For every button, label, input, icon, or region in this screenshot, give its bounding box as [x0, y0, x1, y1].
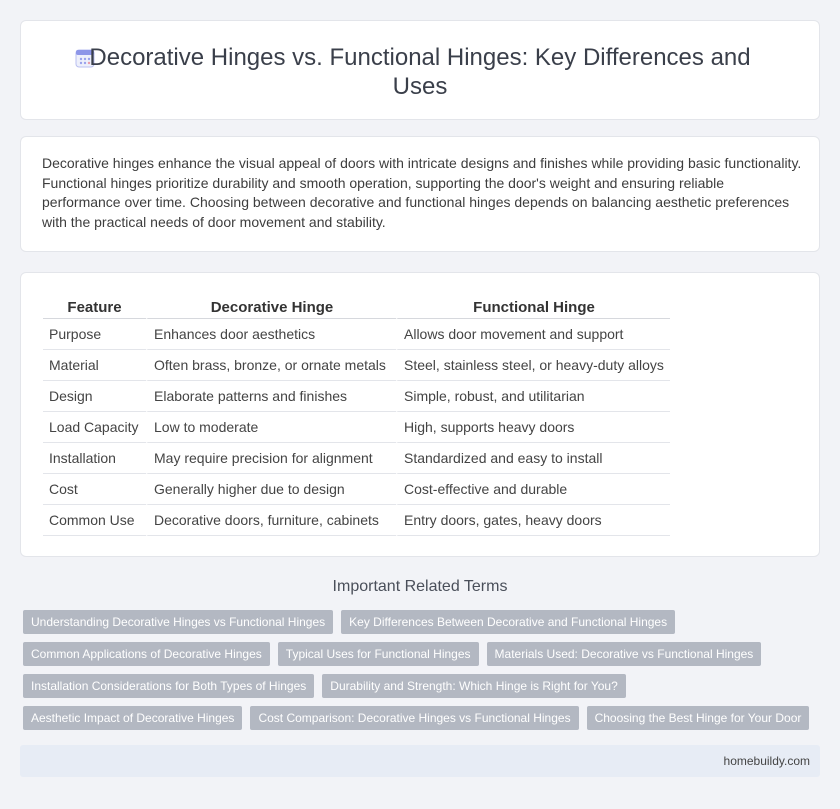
- table-row: [43, 412, 670, 443]
- cell-functional: Allows door movement and support: [396, 319, 670, 350]
- footer: [20, 745, 820, 777]
- comparison-card: [20, 272, 820, 557]
- related-term-tag[interactable]: Choosing the Best Hinge for Your Door: [587, 706, 810, 730]
- table-header-row: [43, 295, 670, 319]
- cell-functional: Steel, stainless steel, or heavy-duty alloys: [396, 350, 670, 381]
- related-term-tag[interactable]: Installation Considerations for Both Types of Hinges: [23, 674, 314, 698]
- header-feature: Feature: [43, 295, 146, 319]
- header-card: [20, 20, 820, 120]
- cell-feature: Installation: [43, 443, 146, 474]
- table-row: [43, 350, 670, 381]
- cell-feature: Load Capacity: [43, 412, 146, 443]
- related-term-tag[interactable]: Cost Comparison: Decorative Hinges vs Functional Hinges: [250, 706, 578, 730]
- cell-functional: High, supports heavy doors: [396, 412, 670, 443]
- cell-feature: Material: [43, 350, 146, 381]
- comparison-table: [43, 295, 670, 536]
- related-term-tag[interactable]: Aesthetic Impact of Decorative Hinges: [23, 706, 242, 730]
- cell-functional: Standardized and easy to install: [396, 443, 670, 474]
- cell-feature: Purpose: [43, 319, 146, 350]
- related-term-tag[interactable]: Typical Uses for Functional Hinges: [278, 642, 479, 666]
- cell-decorative: Low to moderate: [146, 412, 396, 443]
- related-term-tag[interactable]: Materials Used: Decorative vs Functional Hinges: [487, 642, 762, 666]
- intro-card: [20, 136, 820, 252]
- table-row: [43, 443, 670, 474]
- cell-decorative: Generally higher due to design: [146, 474, 396, 505]
- related-term-tag[interactable]: Durability and Strength: Which Hinge is Right for You?: [322, 674, 626, 698]
- cell-feature: Cost: [43, 474, 146, 505]
- footer-site-link[interactable]: homebuildy.com: [723, 754, 810, 768]
- cell-functional: Simple, robust, and utilitarian: [396, 381, 670, 412]
- table-row: [43, 319, 670, 350]
- related-term-tag[interactable]: Common Applications of Decorative Hinges: [23, 642, 270, 666]
- related-term-tag[interactable]: Understanding Decorative Hinges vs Functional Hinges: [23, 610, 333, 634]
- cell-functional: Cost-effective and durable: [396, 474, 670, 505]
- cell-decorative: May require precision for alignment: [146, 443, 396, 474]
- table-row: [43, 381, 670, 412]
- related-terms-list: [23, 610, 823, 738]
- cell-decorative: Often brass, bronze, or ornate metals: [146, 350, 396, 381]
- related-terms-heading: Important Related Terms: [332, 578, 508, 595]
- cell-decorative: Enhances door aesthetics: [146, 319, 396, 350]
- cell-functional: Entry doors, gates, heavy doors: [396, 505, 670, 536]
- header-decorative: Decorative Hinge: [146, 295, 396, 319]
- cell-feature: Design: [43, 381, 146, 412]
- table-row: [43, 474, 670, 505]
- cell-decorative: Elaborate patterns and finishes: [146, 381, 396, 412]
- related-term-tag[interactable]: Key Differences Between Decorative and Functional Hinges: [341, 610, 675, 634]
- page-title: Decorative Hinges vs. Functional Hinges: Key Differences and Uses: [89, 44, 751, 100]
- intro-text: Decorative hinges enhance the visual appeal of doors with intricate designs and finishes while providing basic functionality. Functional hinges prioritize durability and smooth operation, supporting the door's weight and ensuring reliable performance over time. Choosing between decorative and functional hinges depends on balancing aesthetic preferences with the practical needs of door movement and stability.: [42, 155, 802, 230]
- header-functional: Functional Hinge: [396, 295, 670, 319]
- table-row: [43, 505, 670, 536]
- cell-decorative: Decorative doors, furniture, cabinets: [146, 505, 396, 536]
- cell-feature: Common Use: [43, 505, 146, 536]
